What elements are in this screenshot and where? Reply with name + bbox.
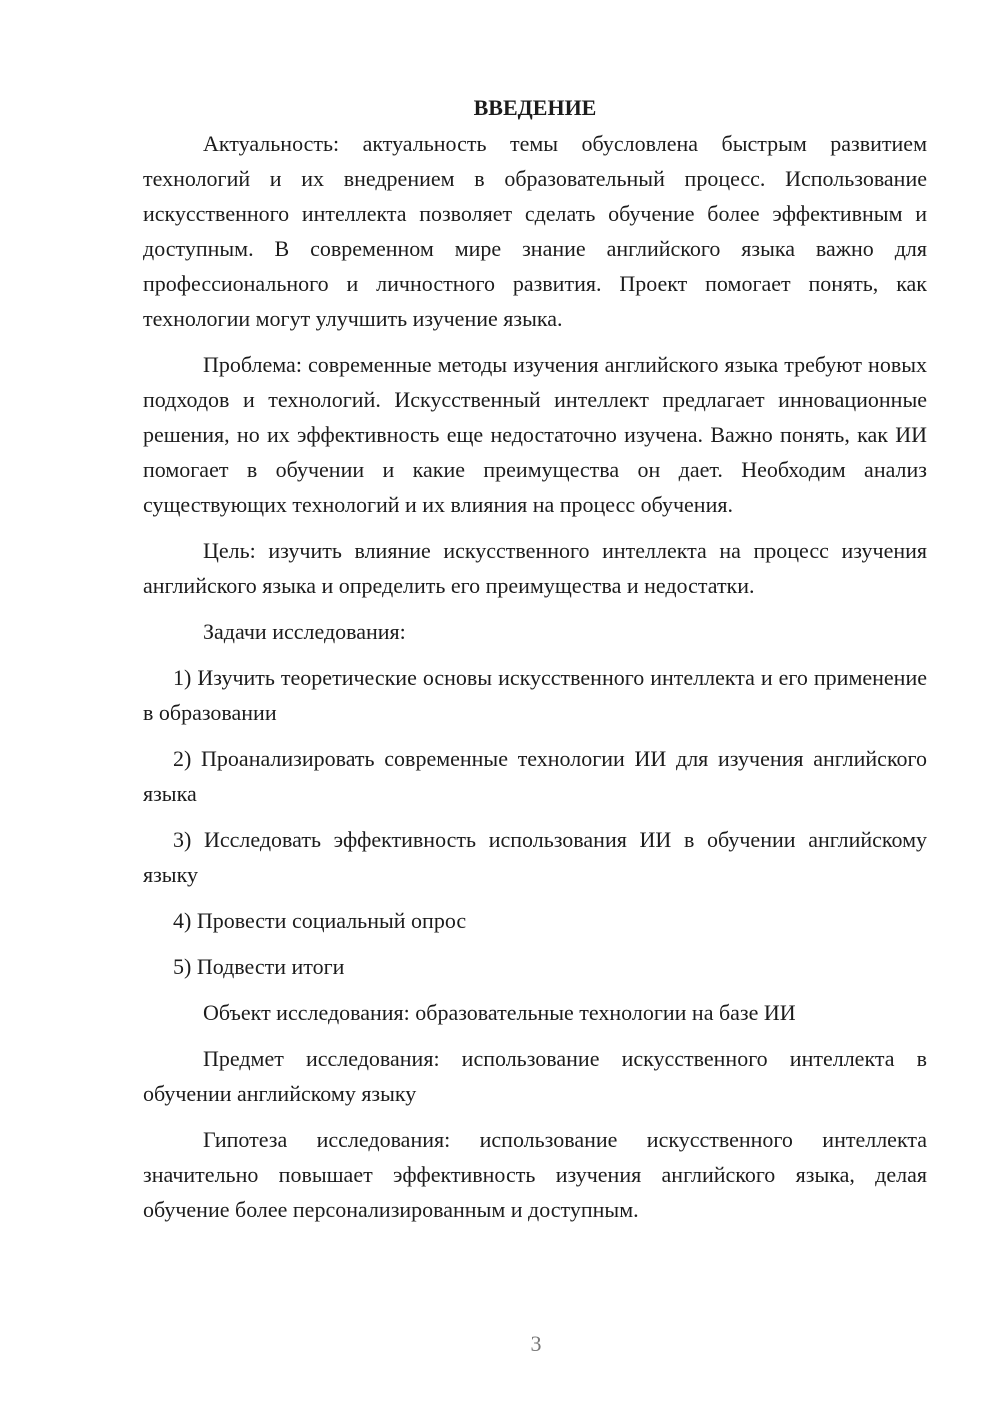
page-title: ВВЕДЕНИЕ (473, 95, 597, 120)
task-item-2: 2) Проанализировать современные технологии ИИ для изучения английского языка (143, 746, 927, 806)
tasks-heading: Задачи исследования: (203, 619, 406, 644)
object-paragraph: Объект исследования: образовательные технологии на базе ИИ (203, 1000, 796, 1025)
subject-paragraph: Предмет исследования: использование искусственного интеллекта в обучении английскому языку (143, 1046, 927, 1106)
problem-paragraph: Проблема: современные методы изучения английского языка требуют новых подходов и технологий. Искусственный интеллект предлагает инновационные решения, но их эффективность еще недостаточно изучена. Важно понять, как ИИ помогает в обучении и какие преимущества он дает. Необходим анализ существующих технологий и их влияния на процесс обучения. (143, 352, 927, 517)
hypothesis-paragraph: Гипотеза исследования: использование искусственного интеллекта значительно повышает эффективность изучения английского языка, делая обучение более персонализированным и доступным. (143, 1127, 927, 1222)
task-item-4: 4) Провести социальный опрос (173, 908, 467, 933)
task-item-1: 1) Изучить теоретические основы искусственного интеллекта и его применение в образовании (143, 665, 927, 725)
task-item-5: 5) Подвести итоги (173, 954, 345, 979)
task-item-3: 3) Исследовать эффективность использования ИИ в обучении английскому языку (143, 827, 927, 887)
page-number: 3 (530, 1331, 542, 1356)
goal-paragraph: Цель: изучить влияние искусственного интеллекта на процесс изучения английского языка и определить его преимущества и недостатки. (143, 538, 927, 598)
relevance-paragraph: Актуальность: актуальность темы обусловлена быстрым развитием технологий и их внедрением в образовательный процесс. Использование искусственного интеллекта позволяет сделать обучение более эффективным и доступным. В современном мире знание английского языка важно для профессионального и личностного развития. Проект помогает понять, как технологии могут улучшить изучение языка. (143, 131, 927, 331)
document-page (143, 90, 927, 1238)
